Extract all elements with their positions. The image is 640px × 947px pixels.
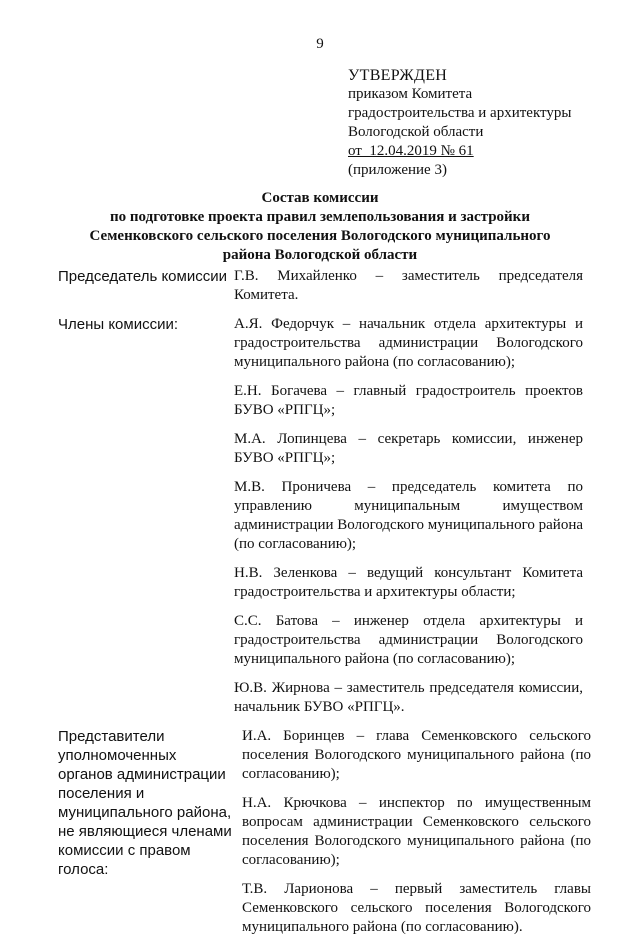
member-entry: Н.А. Крючкова – инспектор по имущественным вопросам администрации Семенковского сельского поселения Вологодского муниципального района (по согласованию); [242,795,591,868]
section-label: Представители уполномоченных органов администрации поселения и муниципального района, не являющиеся членами комиссии с правом голоса: [58,728,232,878]
title-line-2: по подготовке проекта правил землепользования и застройки [110,209,530,225]
title-line-3: Семенковского сельского поселения Вологодского муниципального [89,228,551,244]
member-entry: Н.В. Зеленкова – ведущий консультант Комитета градостроительства и архитектуры области; [234,565,583,600]
document-title [60,189,580,265]
approval-line-3: Вологодской области [348,124,484,140]
member-entry: Е.Н. Богачева – главный градостроитель проектов БУВО «РПГЦ»; [234,383,583,418]
member-entry: И.А. Боринцев – глава Семенковского сельского поселения Вологодского муниципального района (по согласованию); [242,728,591,782]
member-entry: М.А. Лопинцева – секретарь комиссии, инженер БУВО «РПГЦ»; [234,431,583,466]
approval-line-2: градостроительства и архитектуры [348,105,572,121]
member-entry: М.В. Проничева – председатель комитета по управлению муниципальным имуществом администрации Вологодского муниципального района (по согласованию); [234,479,583,552]
member-entry: Г.В. Михайленко – заместитель председателя Комитета. [234,268,583,303]
section-members [58,315,583,727]
page-number: 9 [316,36,324,52]
section-entries [242,727,591,947]
section-entries [234,267,583,315]
member-entry: А.Я. Федорчук – начальник отдела архитектуры и градостроительства администрации Вологодского муниципального района (по согласованию); [234,316,583,370]
title-line-1: Состав комиссии [261,190,379,206]
approval-date-line: от 12.04.2019 № 61 [348,143,474,159]
section-chair [58,267,583,315]
member-entry: Т.В. Ларионова – первый заместитель главы Семенковского сельского поселения Вологодского муниципального района (по согласованию). [242,881,591,935]
section-label: Члены комиссии: [58,316,179,333]
commission-table [58,267,591,947]
title-line-4: района Вологодской области [222,247,418,263]
approval-stamp [348,66,571,180]
approval-heading: УТВЕРЖДЕН [348,67,448,84]
section-entries [234,315,583,727]
member-entry: С.С. Батова – инженер отдела архитектуры и градостроительства администрации Вологодского муниципального района (по согласованию); [234,613,583,667]
approval-line-1: приказом Комитета [348,86,473,102]
member-entry: Ю.В. Жирнова – заместитель председателя комиссии, начальник БУВО «РПГЦ». [234,680,583,715]
section-representatives [58,727,591,947]
approval-appendix: (приложение 3) [348,162,447,178]
section-label: Председатель комиссии [58,268,227,285]
